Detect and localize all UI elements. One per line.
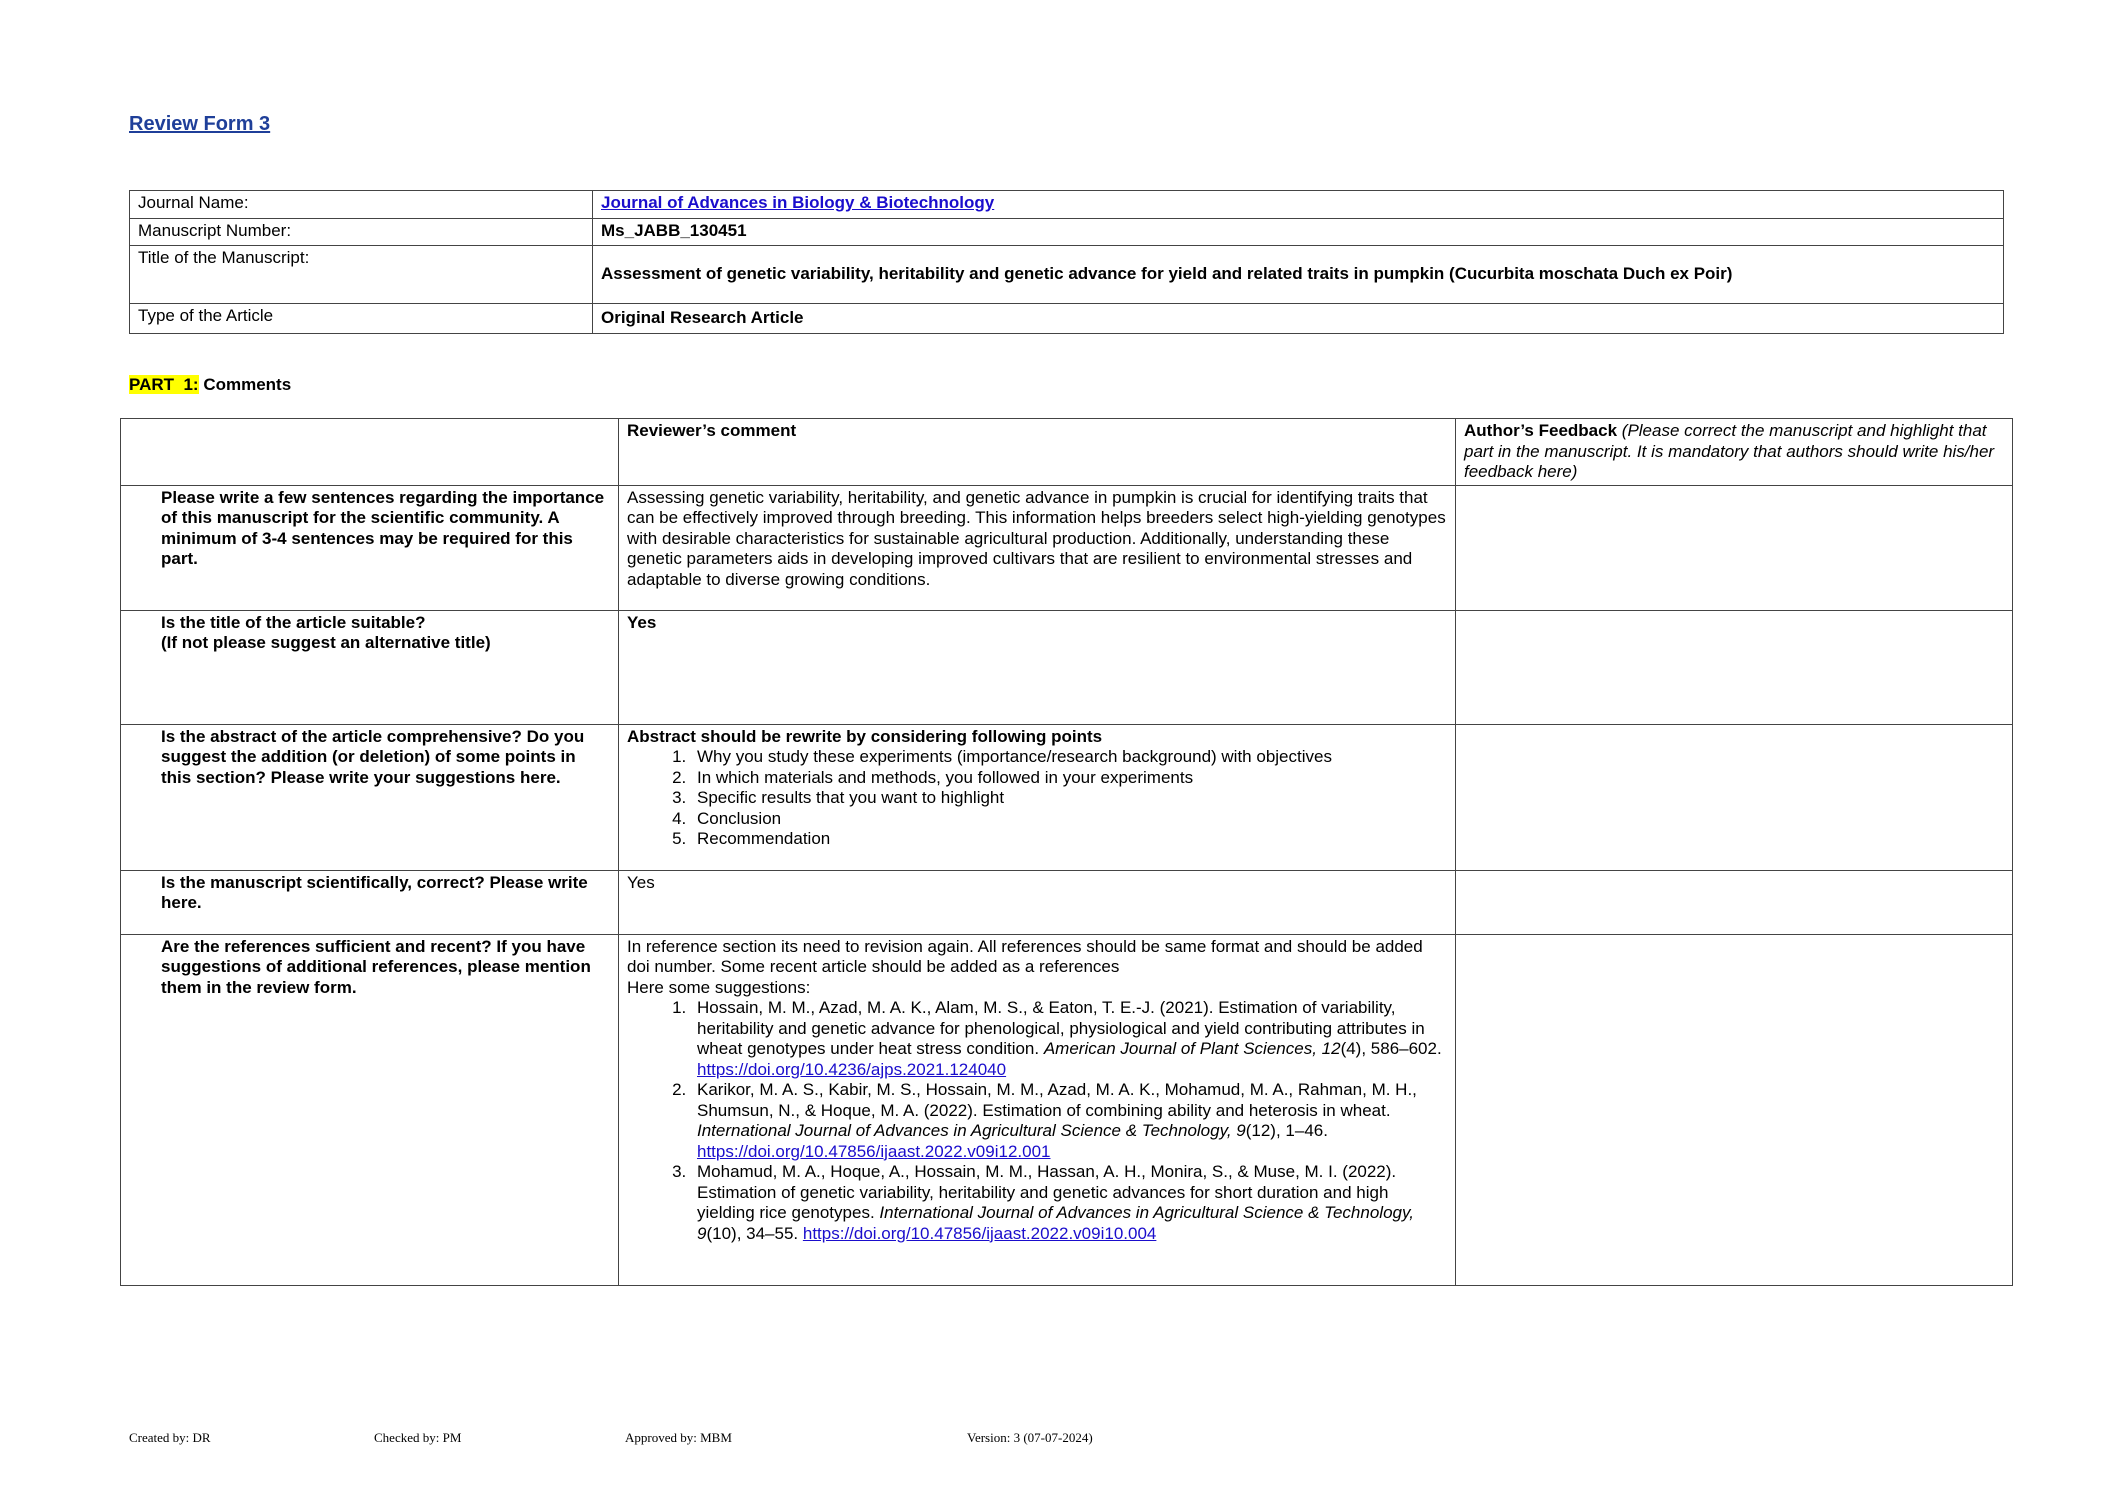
reference-pages: (12), 1–46.	[1245, 1121, 1328, 1140]
reference-journal: International Journal of Advances in Agricultural Science & Technology, 9	[697, 1203, 1414, 1243]
part-heading	[129, 375, 291, 396]
info-row-journal	[130, 191, 2004, 219]
reference-list	[627, 998, 1447, 1244]
question-cell: Please write a few sentences regarding the importance of this manuscript for the scientific community. A minimum of 3-4 sentences may be required for this part.	[121, 485, 619, 610]
table-row	[121, 610, 2013, 724]
doi-link[interactable]: https://doi.org/10.47856/ijaast.2022.v09i10.004	[802, 1223, 1157, 1243]
info-value: Original Research Article	[593, 304, 2004, 334]
journal-link[interactable]: Journal of Advances in Biology & Biotechnology	[601, 193, 995, 212]
info-row-type	[130, 304, 2004, 334]
table-row	[121, 870, 2013, 934]
question-cell: Is the manuscript scientifically, correct? Please write here.	[121, 870, 619, 934]
info-value: Ms_JABB_130451	[593, 219, 2004, 246]
info-value: Assessment of genetic variability, heritability and genetic advance for yield and related traits in pumpkin (Cucurbita moschata Duch ex Poir)	[593, 246, 2004, 304]
reference-item	[691, 1162, 1447, 1244]
reference-item	[691, 1080, 1447, 1162]
list-item: 4. Conclusion	[691, 809, 1447, 830]
comment-heading: Abstract should be rewrite by considering following points	[627, 726, 1103, 746]
abstract-points-list	[627, 747, 1447, 850]
question-cell: Is the abstract of the article comprehensive? Do you suggest the addition (or deletion) of some points in this section? Please write your suggestions here.	[121, 724, 619, 870]
comment-text: In reference section its need to revision again. All references should be same format and should be added doi number. Some recent article should be added as a references	[627, 936, 1423, 976]
comment-subtext: Here some suggestions:	[627, 977, 811, 997]
doi-link[interactable]: https://doi.org/10.4236/ajps.2021.124040	[697, 1059, 1007, 1079]
info-label: Type of the Article	[130, 304, 593, 334]
question-cell: Are the references sufficient and recent? If you have suggestions of additional references, please mention them in the review form.	[121, 934, 619, 1285]
reference-journal: American Journal of Plant Sciences, 12	[1043, 1039, 1341, 1058]
author-feedback-cell[interactable]	[1456, 870, 2013, 934]
part-title: Comments	[203, 375, 292, 394]
author-feedback-cell[interactable]	[1456, 934, 2013, 1285]
question-cell	[121, 610, 619, 724]
reference-text: Mohamud, M. A., Hoque, A., Hossain, M. M., Hassan, A. H., Monira, S., & Muse, M. I. (2022). Estimation of genetic variability, heritability and genetic advances for short duration and high yielding rice genotypes.	[697, 1162, 1397, 1222]
reference-item	[691, 998, 1447, 1080]
reviewer-comment: Assessing genetic variability, heritability, and genetic advance in pumpkin is crucial for identifying traits that can be effectively improved through breeding. This information helps breeders select high-yielding genotypes with desirable characteristics for sustainable agricultural production. Additionally, understanding these genetic parameters aids in developing improved cultivars that are resilient to environmental stresses and adaptable to diverse growing conditions.	[619, 485, 1456, 610]
list-item: 3. Specific results that you want to highlight	[691, 788, 1447, 809]
doi-link[interactable]: https://doi.org/10.47856/ijaast.2022.v09i12.001	[697, 1141, 1051, 1161]
empty-header-cell	[121, 419, 619, 486]
info-label: Manuscript Number:	[130, 219, 593, 246]
list-item: 1. Why you study these experiments (importance/research background) with objectives	[691, 747, 1447, 768]
info-row-title	[130, 246, 2004, 304]
created-by: Created by: DR	[129, 1430, 211, 1445]
author-feedback-cell[interactable]	[1456, 724, 2013, 870]
manuscript-info-table	[129, 190, 2004, 334]
checked-by: Checked by: PM	[374, 1430, 462, 1445]
info-label: Journal Name:	[130, 191, 593, 219]
reviewer-comment	[619, 934, 1456, 1285]
approved-by: Approved by: MBM	[625, 1430, 732, 1445]
author-header	[1456, 419, 2013, 486]
reference-pages: (10), 34–55.	[706, 1223, 803, 1243]
comments-table	[120, 418, 2013, 1286]
reference-pages: (4), 586–602.	[1340, 1039, 1442, 1058]
reference-text: Hossain, M. M., Azad, M. A. K., Alam, M. S., & Eaton, T. E.-J. (2021). Estimation of variability, heritability and genetic advance for phenological, physiological and yield contributing attributes in wheat genotypes under heat stress condition.	[697, 998, 1425, 1058]
list-item: 2. In which materials and methods, you followed in your experiments	[691, 768, 1447, 789]
question-subtext: (If not please suggest an alternative title)	[161, 633, 491, 652]
reviewer-comment: Yes	[619, 610, 1456, 724]
author-feedback-cell[interactable]	[1456, 485, 2013, 610]
table-row	[121, 485, 2013, 610]
part-label: PART 1:	[129, 375, 199, 394]
reference-text: Karikor, M. A. S., Kabir, M. S., Hossain, M. M., Azad, M. A. K., Mohamud, M. A., Rahman, M. H., Shumsun, N., & Hoque, M. A. (2022). Estimation of combining ability and heterosis in wheat.	[697, 1080, 1417, 1120]
comments-header-row	[121, 419, 2013, 486]
reviewer-comment: Yes	[619, 870, 1456, 934]
reviewer-comment	[619, 724, 1456, 870]
info-row-manuscript	[130, 219, 2004, 246]
author-header-label: Author’s Feedback	[1464, 421, 1618, 440]
author-header-note: (Please correct the manuscript and highlight that part in the manuscript. It is mandatory that authors should write his/her feedback here)	[1464, 421, 1995, 481]
table-row	[121, 934, 2013, 1285]
page-title[interactable]: Review Form 3	[129, 113, 271, 135]
reference-journal: International Journal of Advances in Agricultural Science & Technology, 9	[697, 1121, 1246, 1140]
version: Version: 3 (07-07-2024)	[967, 1430, 1093, 1445]
question-text: Is the title of the article suitable?	[161, 612, 426, 632]
list-item: 5. Recommendation	[691, 829, 1447, 850]
info-label: Title of the Manuscript:	[130, 246, 593, 304]
reviewer-header: Reviewer’s comment	[619, 419, 1456, 486]
author-feedback-cell[interactable]	[1456, 610, 2013, 724]
table-row	[121, 724, 2013, 870]
